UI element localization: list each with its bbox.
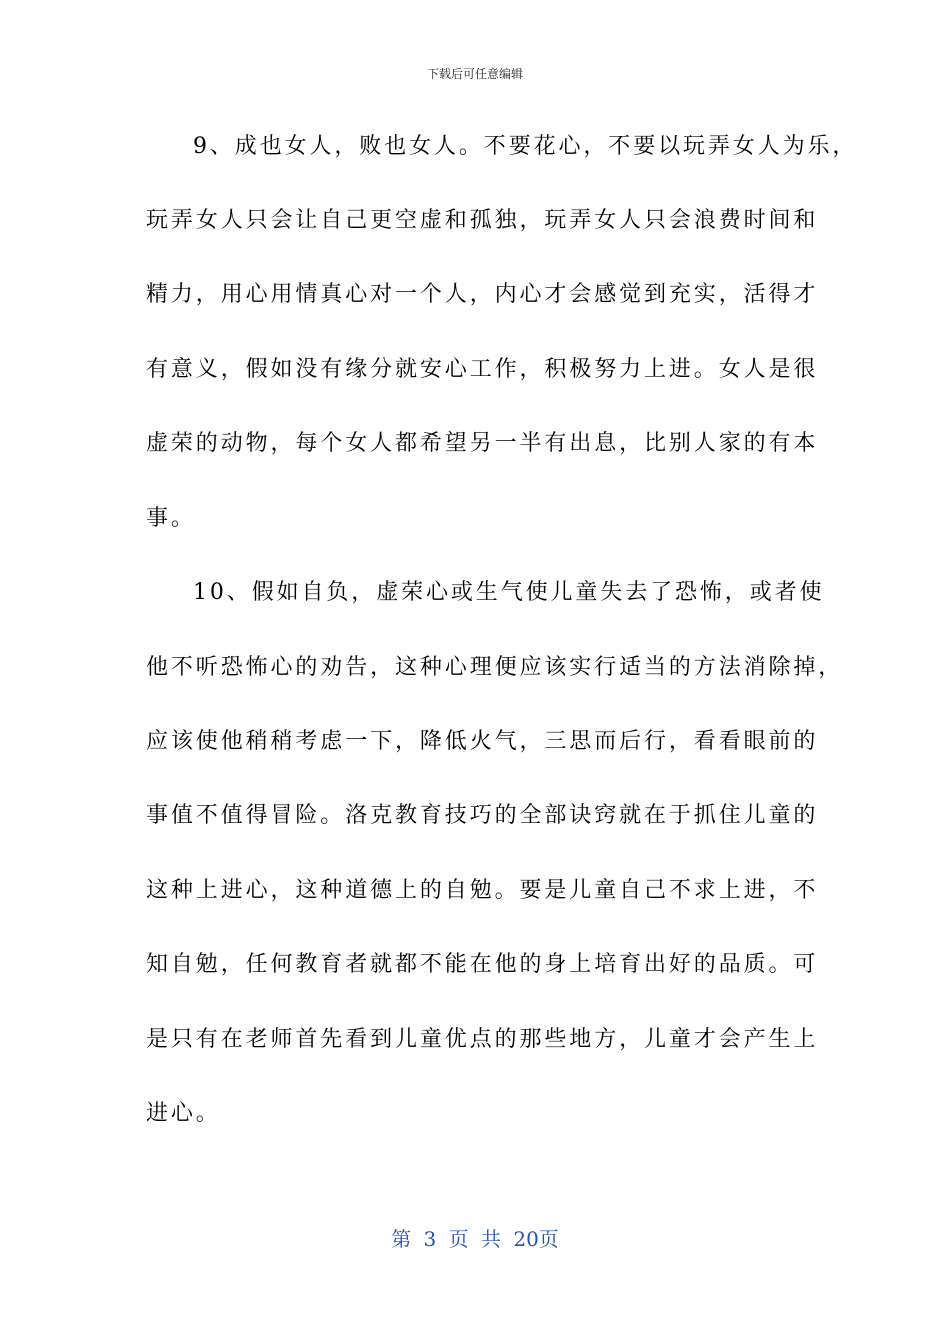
paragraph-10-line-6: 知自勉，任何教育者就都不能在他的身上培育出好的品质。可 bbox=[146, 952, 819, 977]
paragraph-9-line-2: 玩弄女人只会让自己更空虚和孤独，玩弄女人只会浪费时间和 bbox=[146, 208, 819, 233]
paragraph-10-line-2: 他不听恐怖心的劝告，这种心理便应该实行适当的方法消除掉， bbox=[146, 655, 844, 680]
paragraph-9-line-5: 虚荣的动物，每个女人都希望另一半有出息，比别人家的有本 bbox=[146, 431, 819, 456]
paragraph-9-line-6: 事。 bbox=[146, 506, 196, 531]
paragraph-10-line-4: 事值不值得冒险。洛克教育技巧的全部诀窍就在于抓住儿童的 bbox=[146, 803, 819, 828]
paragraph-9-line-1: 9、成也女人，败也女人。不要花心，不要以玩弄女人为乐， bbox=[193, 134, 858, 159]
page-header: 下载后可任意编辑 bbox=[426, 67, 523, 81]
paragraph-9-line-3: 精力，用心用情真心对一个人，内心才会感觉到充实，活得才 bbox=[146, 282, 819, 307]
page-number-footer: 第 3 页 共 20页 bbox=[391, 1227, 559, 1251]
paragraph-10-line-1: 10、假如自负，虚荣心或生气使儿童失去了恐怖，或者使 bbox=[193, 580, 825, 605]
paragraph-10-line-3: 应该使他稍稍考虑一下，降低火气，三思而后行，看看眼前的 bbox=[146, 729, 819, 754]
paragraph-10-line-8: 进心。 bbox=[146, 1101, 221, 1126]
paragraph-10-line-7: 是只有在老师首先看到儿童优点的那些地方，儿童才会产生上 bbox=[146, 1027, 819, 1052]
paragraph-9-line-4: 有意义，假如没有缘分就安心工作，积极努力上进。女人是很 bbox=[146, 357, 819, 382]
paragraph-10-line-5: 这种上进心，这种道德上的自勉。要是儿童自己不求上进，不 bbox=[146, 878, 819, 903]
